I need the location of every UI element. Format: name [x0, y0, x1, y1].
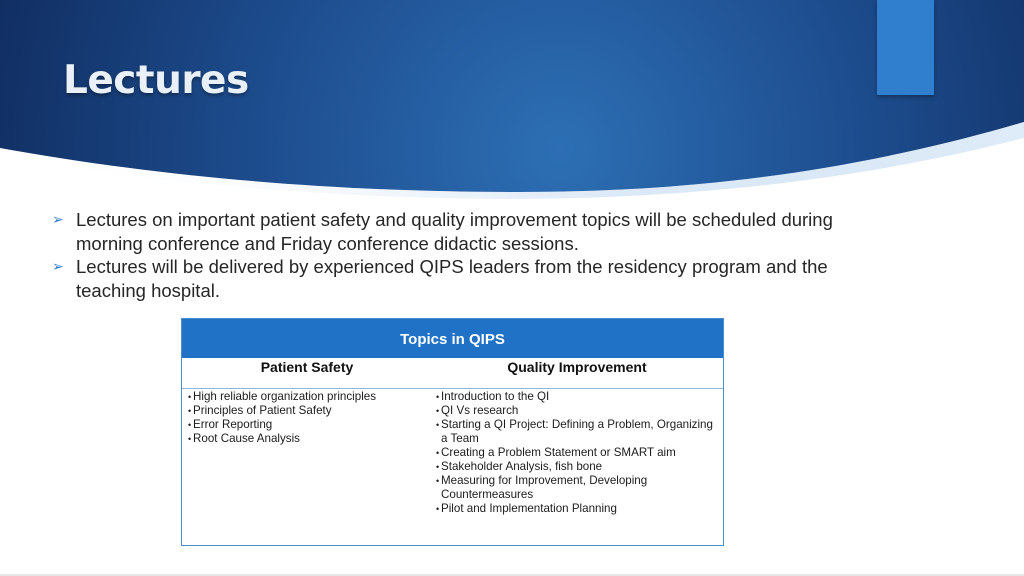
qips-topics-table — [181, 318, 724, 546]
slide-title: Lectures — [63, 58, 249, 103]
bullet-dot-icon: • — [188, 406, 192, 416]
arrowhead-bullet-icon: ➢ — [52, 211, 64, 227]
list-item: • QI Vs research — [436, 404, 519, 417]
bullet-item — [52, 255, 872, 302]
list-item: • Measuring for Improvement, Developing Countermeasures — [436, 474, 648, 501]
accent-bar — [877, 0, 934, 95]
bullet-text: Lectures will be delivered by experienced QIPS leaders from the residency program and the teaching hospital. — [76, 256, 828, 301]
quality-improvement-list — [436, 389, 721, 516]
bullet-item — [52, 208, 872, 255]
bullet-dot-icon: • — [436, 406, 440, 416]
bullet-dot-icon: • — [188, 420, 192, 430]
table-header: Topics in QIPS — [182, 319, 723, 358]
list-item: • High reliable organization principles — [188, 390, 377, 403]
list-item: • Principles of Patient Safety — [188, 404, 332, 417]
list-item: • Error Reporting — [188, 418, 273, 431]
list-item: • Creating a Problem Statement or SMART aim — [436, 446, 676, 459]
bullet-list — [52, 208, 872, 302]
list-item: • Root Cause Analysis — [188, 432, 300, 445]
bullet-dot-icon: • — [436, 420, 440, 430]
bullet-dot-icon: • — [436, 392, 440, 402]
patient-safety-list — [182, 389, 436, 516]
patient-safety-heading: Patient Safety — [260, 359, 354, 375]
table-body — [182, 389, 723, 516]
bullet-dot-icon: • — [188, 392, 192, 402]
arrowhead-bullet-icon: ➢ — [52, 258, 64, 274]
list-item: • Stakeholder Analysis, fish bone — [436, 460, 603, 473]
bullet-dot-icon: • — [188, 434, 192, 444]
bullet-dot-icon: • — [436, 448, 440, 458]
bullet-dot-icon: • — [436, 504, 440, 514]
table-column-headings — [182, 358, 723, 389]
bullet-dot-icon: • — [436, 476, 440, 486]
bullet-text: Lectures on important patient safety and quality improvement topics will be scheduled during morning conference and Friday conference didactic sessions. — [76, 209, 833, 254]
quality-improvement-heading: Quality Improvement — [507, 359, 647, 375]
list-item: • Pilot and Implementation Planning — [436, 502, 617, 515]
list-item: • Introduction to the QI — [436, 390, 550, 403]
list-item: • Starting a QI Project: Defining a Problem, Organizing a Team — [436, 418, 713, 445]
bullet-dot-icon: • — [436, 462, 440, 472]
